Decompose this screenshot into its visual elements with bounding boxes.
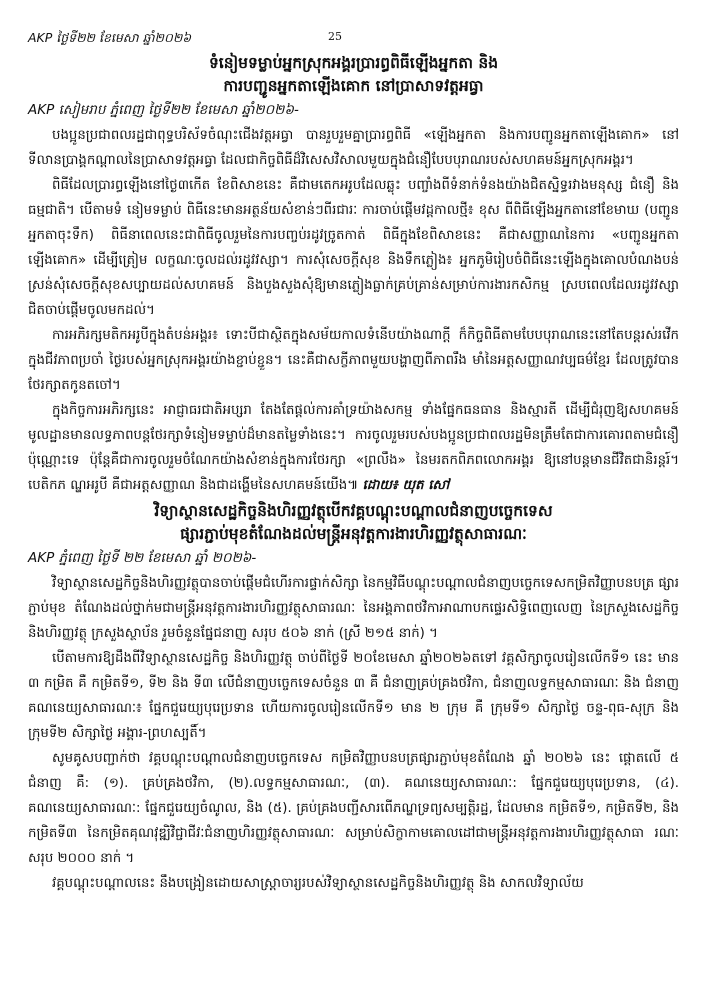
article-2-title-line-1: វិទ្យាស្ថានសេដ្ឋកិច្ចនិងហិរញ្ញវត្ថុបើកវគ្គបណ្ដុះបណ្ដាលជំនាញបច្ចេកទេស [154,502,553,520]
article-1-paragraph-3: ការអភិរក្សមតិកអរូបីក្នុងតំបន់អង្គរ៖ ទោះបីជាស្ថិតក្នុងសម័យកាលទំនើបយ៉ាងណាក្ដី ក៏កិច្ចពិធីតាមបែបបុរាណនេះនៅតែបន្តរស់រវើកក្នុងជីវភាពប្រចាំ ថ្ងៃរបស់អ្នកស្រុកអង្គរយ៉ាងខ្ជាប់ខ្ជួន។ នេះគឺជាសក្ខីភាពមួយបង្ហាញពីភាពរឹង មាំនៃអត្តសញ្ញាណវប្បធម៌ខ្មែរ ដែលត្រូវបានថែរក្សាតកូនតចៅ។ [28,328,679,393]
article-2-title [28,500,679,546]
article-1-dateline: AKP សៀមរាប ភ្នំពេញ ថ្ងៃទី២២ ខែមេសា ឆ្នាំ២០២៦- [28,102,299,118]
article-2-title-line-2: ផ្សារភ្ជាប់មុខតំណែងដល់មន្ត្រីអនុវត្តការងារហិរញ្ញវត្ថុសាធារណៈ [180,525,527,543]
page-header [28,30,679,50]
article-1-paragraph-4-text: ក្នុងកិច្ចការអភិរក្សនេះ អាជ្ញាធរជាតិអប្សរា តែងតែផ្ដល់ការគាំទ្រយ៉ាងសកម្ម ទាំងផ្នែកធនធាន និងស្មារតី ដើម្បីជំរុញឱ្យសហគមន៍មូលដ្ឋានមានលទ្ធភាពបន្តថែរក្សាទំនៀមទម្លាប់ដ៏មានតម្លៃទាំងនេះ។ ការចូលរួមរបស់បងប្អូនប្រជាពលរដ្ឋមិនត្រឹមតែជាការគោរពតាមជំនឿប៉ុណ្ណោះទេ ប៉ុន្តែគឺជាការចូលរួមចំណែកយ៉ាងសំខាន់ក្នុងការថែរក្សា «ព្រលឹង» នៃមរតកពិភពលោកអង្គរ ឱ្យនៅបន្តមានជីវិតជានិរន្តរ៍។ បេតិកភ ណ្ឌអរូបី គឺជាអត្តសញ្ញាណ និងជាដង្ហើមនៃសហគមន៍យើង៕ [28,403,679,493]
article-1-paragraph-4 [28,398,679,498]
article-1-title-line-2: ការបញ្ជូនអ្នកតាឡើងគោក នៅប្រាសាទវត្តអធ្វា [223,77,484,95]
page-number: 25 [328,30,342,43]
article-2-paragraph-2: បើតាមការឱ្យដឹងពីវិទ្យាស្ថានសេដ្ឋកិច្ច និងហិរញ្ញវត្ថុ ចាប់ពីថ្ងៃទី ២០ខែមេសា ឆ្នាំ២០២៦តទៅ វគ្គសិក្សាចូលរៀនលើកទី១ នេះ មាន ៣ កម្រិត គឺ កម្រិតទី១, ទី២ និង ទី៣ លើជំនាញបច្ចេកទេសចំនួន ៣ គឺ ជំនាញគ្រប់គ្រងថវិកា, ជំនាញលទ្ធកម្មសាធារណៈ និង ជំនាញគណនេយ្យសាធារណៈ៖ ផ្នែកជួរេយ្យបុរេប្រទាន ហើយការចូលរៀនលើកទី១ មាន ២ ក្រុម គឺ ក្រុមទី១ សិក្សាថ្ងៃ ចន្ទ-ពុធ-សុក្រ និង ក្រុមទី២ សិក្សាថ្ងៃ អង្គារ-ព្រហស្បតិ៍។ [28,651,679,741]
article-1-title [28,52,679,98]
article-2-dateline: AKP ភ្នំពេញ ថ្ងៃទី ២២ ខែមេសា ឆ្នាំ ២០២៦- [28,550,257,566]
article-2 [28,500,679,896]
article-2-paragraph-3: សូមគូសបញ្ជាក់ថា វគ្គបណ្ដុះបណ្ដាលជំនាញបច្ចេកទេស កម្រិតវិញ្ញាបនបត្រផ្សារភ្ជាប់មុខតំណែង ឆ្នាំ ២០២៦ នេះ ផ្ដោតលើ ៥ ជំនាញ គឺ: (១). គ្រប់គ្រងថវិកា, (២).លទ្ធកម្មសាធារណៈ, (៣). គណនេយ្យសាធារណៈ: ផ្នែកជួរេយ្យបុរេប្រទាន, (៤). គណនេយ្យសាធារណៈ: ផ្នែកជួរេយ្យចំណូល, និង (៥). គ្រប់គ្រងបញ្ជីសារពើភណ្ឌទ្រព្យសម្បត្តិរដ្ឋ, ដែលមាន កម្រិតទី១, កម្រិតទី២, និង កម្រិតទី៣ នៃកម្រិតគុណវុឌ្ឍិវិជ្ជាជីវៈជំនាញហិរញ្ញវត្ថុសាធារណៈ សម្រាប់សិក្ខាកាមគោលដៅជាមន្ត្រីអនុវត្តការងារហិរញ្ញវត្ថុសាធា រណៈ សរុប ២០០០ នាក់ ។ [28,751,679,866]
article-2-paragraph-1: វិទ្យាស្ថានសេដ្ឋកិច្ចនិងហិរញ្ញវត្ថុបានចាប់ផ្ដើមជំហើរការផ្ទាក់សិក្សា នៃកម្មវិធីបណ្ដុះបណ្ដាលជំនាញបច្ចេកទេសកម្រិតវិញ្ញាបនបត្រ ផ្សារភ្ជាប់មុខ តំណែងដល់ថ្នាក់មជាមន្ត្រីអនុវត្តការងារហិរញ្ញវត្ថុសាធារណៈ នៃអង្គភាពថវិកាអាណាបកផ្ទេរសិទ្ធិពេញលេញ នៃក្រសួងសេដ្ឋកិច្ចនិងហិរញ្ញវត្ថុ ក្រសួងស្ថាប័ន រួមចំនួនផ្នែជនាញ សរុប ៥០៦ នាក់ (ស្រី ២១៥ នាក់) ។ [28,576,680,641]
article-2-paragraph-4: វគ្គបណ្ដុះបណ្ដាលនេះ នឹងបង្រៀនដោយសាស្ត្រាចារ្យរបស់វិទ្យាស្ថានសេដ្ឋកិច្ចនិងហិរញ្ញវត្ថុ និង សាកលវិទ្យាល័យ [52,876,584,891]
article-1-byline: ដោយ៖ យុត សៅ [362,478,450,493]
article-1-title-line-1: ទំនៀមទម្លាប់អ្នកស្រុកអង្គរប្រារព្ធពិធីឡើងអ្នកតា និង [208,54,499,72]
article-1 [28,52,679,498]
article-1-paragraph-1: បងប្អូនប្រជាពលរដ្ឋជាពុទ្ធបរិស័ទចំណុះជើងវត្តអធ្វា បានរួបរួមគ្នាប្រារព្ធពិធី «ឡើងអ្នកតា និងការបញ្ជូនអ្នកតាឡើងគោក» នៅទីលានប្រាង្គកណ្ដាលនៃប្រាសាទវត្តអធ្វា ដែលជាកិច្ចពិធីដ៏វិសេសវិសាលមួយក្នុងជំនឿបែបបុរាណរបស់សហគមន៍អ្នកស្រុកអង្គរ។ [28,128,679,168]
article-1-paragraph-2: ពិធីដែលប្រារព្ធឡើងនៅថ្ងៃ៣កើត ខែពិសាខនេះ គឺជាមតេកអរូបដែលឆ្លុះ បញ្ចាំងពីទំនាក់ទំនងយ៉ាងជិតស្និទ្ធរវាងមនុស្ស ជំនឿ និងធម្មជាតិ។ បើតាមទំ នៀមទម្លាប់ ពិធីនេះមានអត្ថន័យសំខាន់ៗពីរជារៈ ការចាប់ផ្ដើមវដ្ដកាលថ្មី៖ ខុស ពីពិធីឡើងអ្នកតានៅខែមាឃ (បញ្ជូនអ្នកតាចុះទឹក) ពិធីនាពេលនេះជាពិធីចូលរួមនៃការបញ្ចប់រដូវច្រូតកាត់ ពិធីក្នុងខែពិសាខនេះ គឺជាសញ្ញាណនៃការ «បញ្ជូនអ្នកតាឡើងគោក» ដើម្បីត្រៀម លក្ខណៈចូលដល់រដូវវស្សា។ ការសុំសេចក្ដីសុខ និងទឹកភ្លៀង៖ អ្នកភូមិរៀបចំពិធីនេះឡើងក្នុងគោលបំណងបន់ស្រន់សុំសេចក្ដីសុខសប្បាយដល់សហគមន៍ និងបួងសួងសុំឱ្យមានភ្លៀងធ្លាក់គ្រប់គ្រាន់សម្រាប់ការងារកសិកម្ម ស្របពេលដែលរដូវវស្សាជិតចាប់ផ្ដើមចូលមកដល់។ [28,178,679,318]
header-source: AKP ថ្ងៃទី២២ ខែមេសា ឆ្នាំ២០២៦ [28,30,192,45]
